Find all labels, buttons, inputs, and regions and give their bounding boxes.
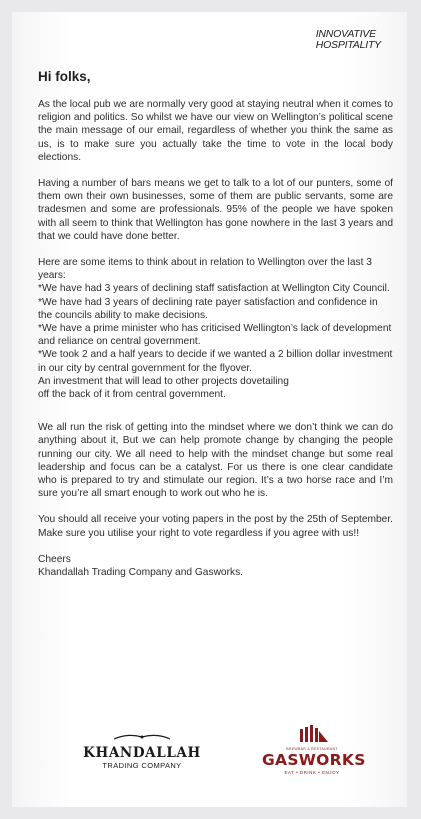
paragraph-voting: You should all receive your voting papers in the post by the 25th of September. Make sure you utilise your right to vote regardless if you agree with us!! [38,514,393,539]
tagline [316,29,381,51]
gasworks-logo [262,725,366,781]
tagline-line-2: HOSPITALITY [315,39,381,51]
gasworks-name: GASWORKS [262,751,366,769]
gasworks-building-icon [292,725,332,742]
signoff: Cheers Khandallah Trading Company and Gasworks. [38,553,243,579]
letter-card [12,12,407,807]
tagline-line-1: INNOVATIVE [315,28,376,40]
gasworks-tagline: EAT • DRINK • ENJOY [284,770,340,775]
paragraph-mindset: We all run the risk of getting into the mindset where we don’t think we can do anything about it, But we can help promote change by changing the people running our city. We all need to help with the mindset change but some real leadership and focus can be a catalyst. For us there is one clear candidate who is prepared to try and stimulate our region. It’s a two horse race and I’m sure you’re all smart enough to work out who he is. [38,422,393,500]
khandallah-subtitle: TRADING COMPANY [102,761,182,770]
khandallah-name: KHANDALLAH [83,745,201,761]
paragraph-punters: Having a number of bars means we get to talk to a lot of our punters, some of them own their own businesses, some of them are public servants, some are tradesmen and some are professionals. 95% of the people we have spoken with all seem to think that Wellington has gone nowhere in the last 3 years and that we could have done better. [38,178,393,242]
paragraph-intro: As the local pub we are normally very good at staying neutral when it comes to religion and politics. So whilst we have our view on Wellington’s political scene the main message of our email, regardless of whether you think the same as us, is to make sure you actually take the time to vote in the local body elections. [38,99,393,163]
paragraph-items: Here are some items to think about in relation to Wellington over the last 3 years: *We have had 3 years of declining staff satisfaction at Wellington City Council. *We have had 3 years of declining rate payer satisfaction and confidence in the councils ability to make decisions. *We have a prime minister who has criticised Wellington’s lack of development and reliance on central government. *We took 2 and a half years to decide if we wanted a 2 billion dollar investment in our city by central government for the flyover. An investment that will lead to other projects dovetailing off the back of it from central government. [38,257,393,401]
khandallah-logo [82,728,202,768]
gasworks-small-text: BREWBAR & RESTAURANT [286,747,338,751]
letter-body [38,98,393,592]
greeting: Hi folks, [38,69,91,84]
ornament-icon [112,733,172,741]
